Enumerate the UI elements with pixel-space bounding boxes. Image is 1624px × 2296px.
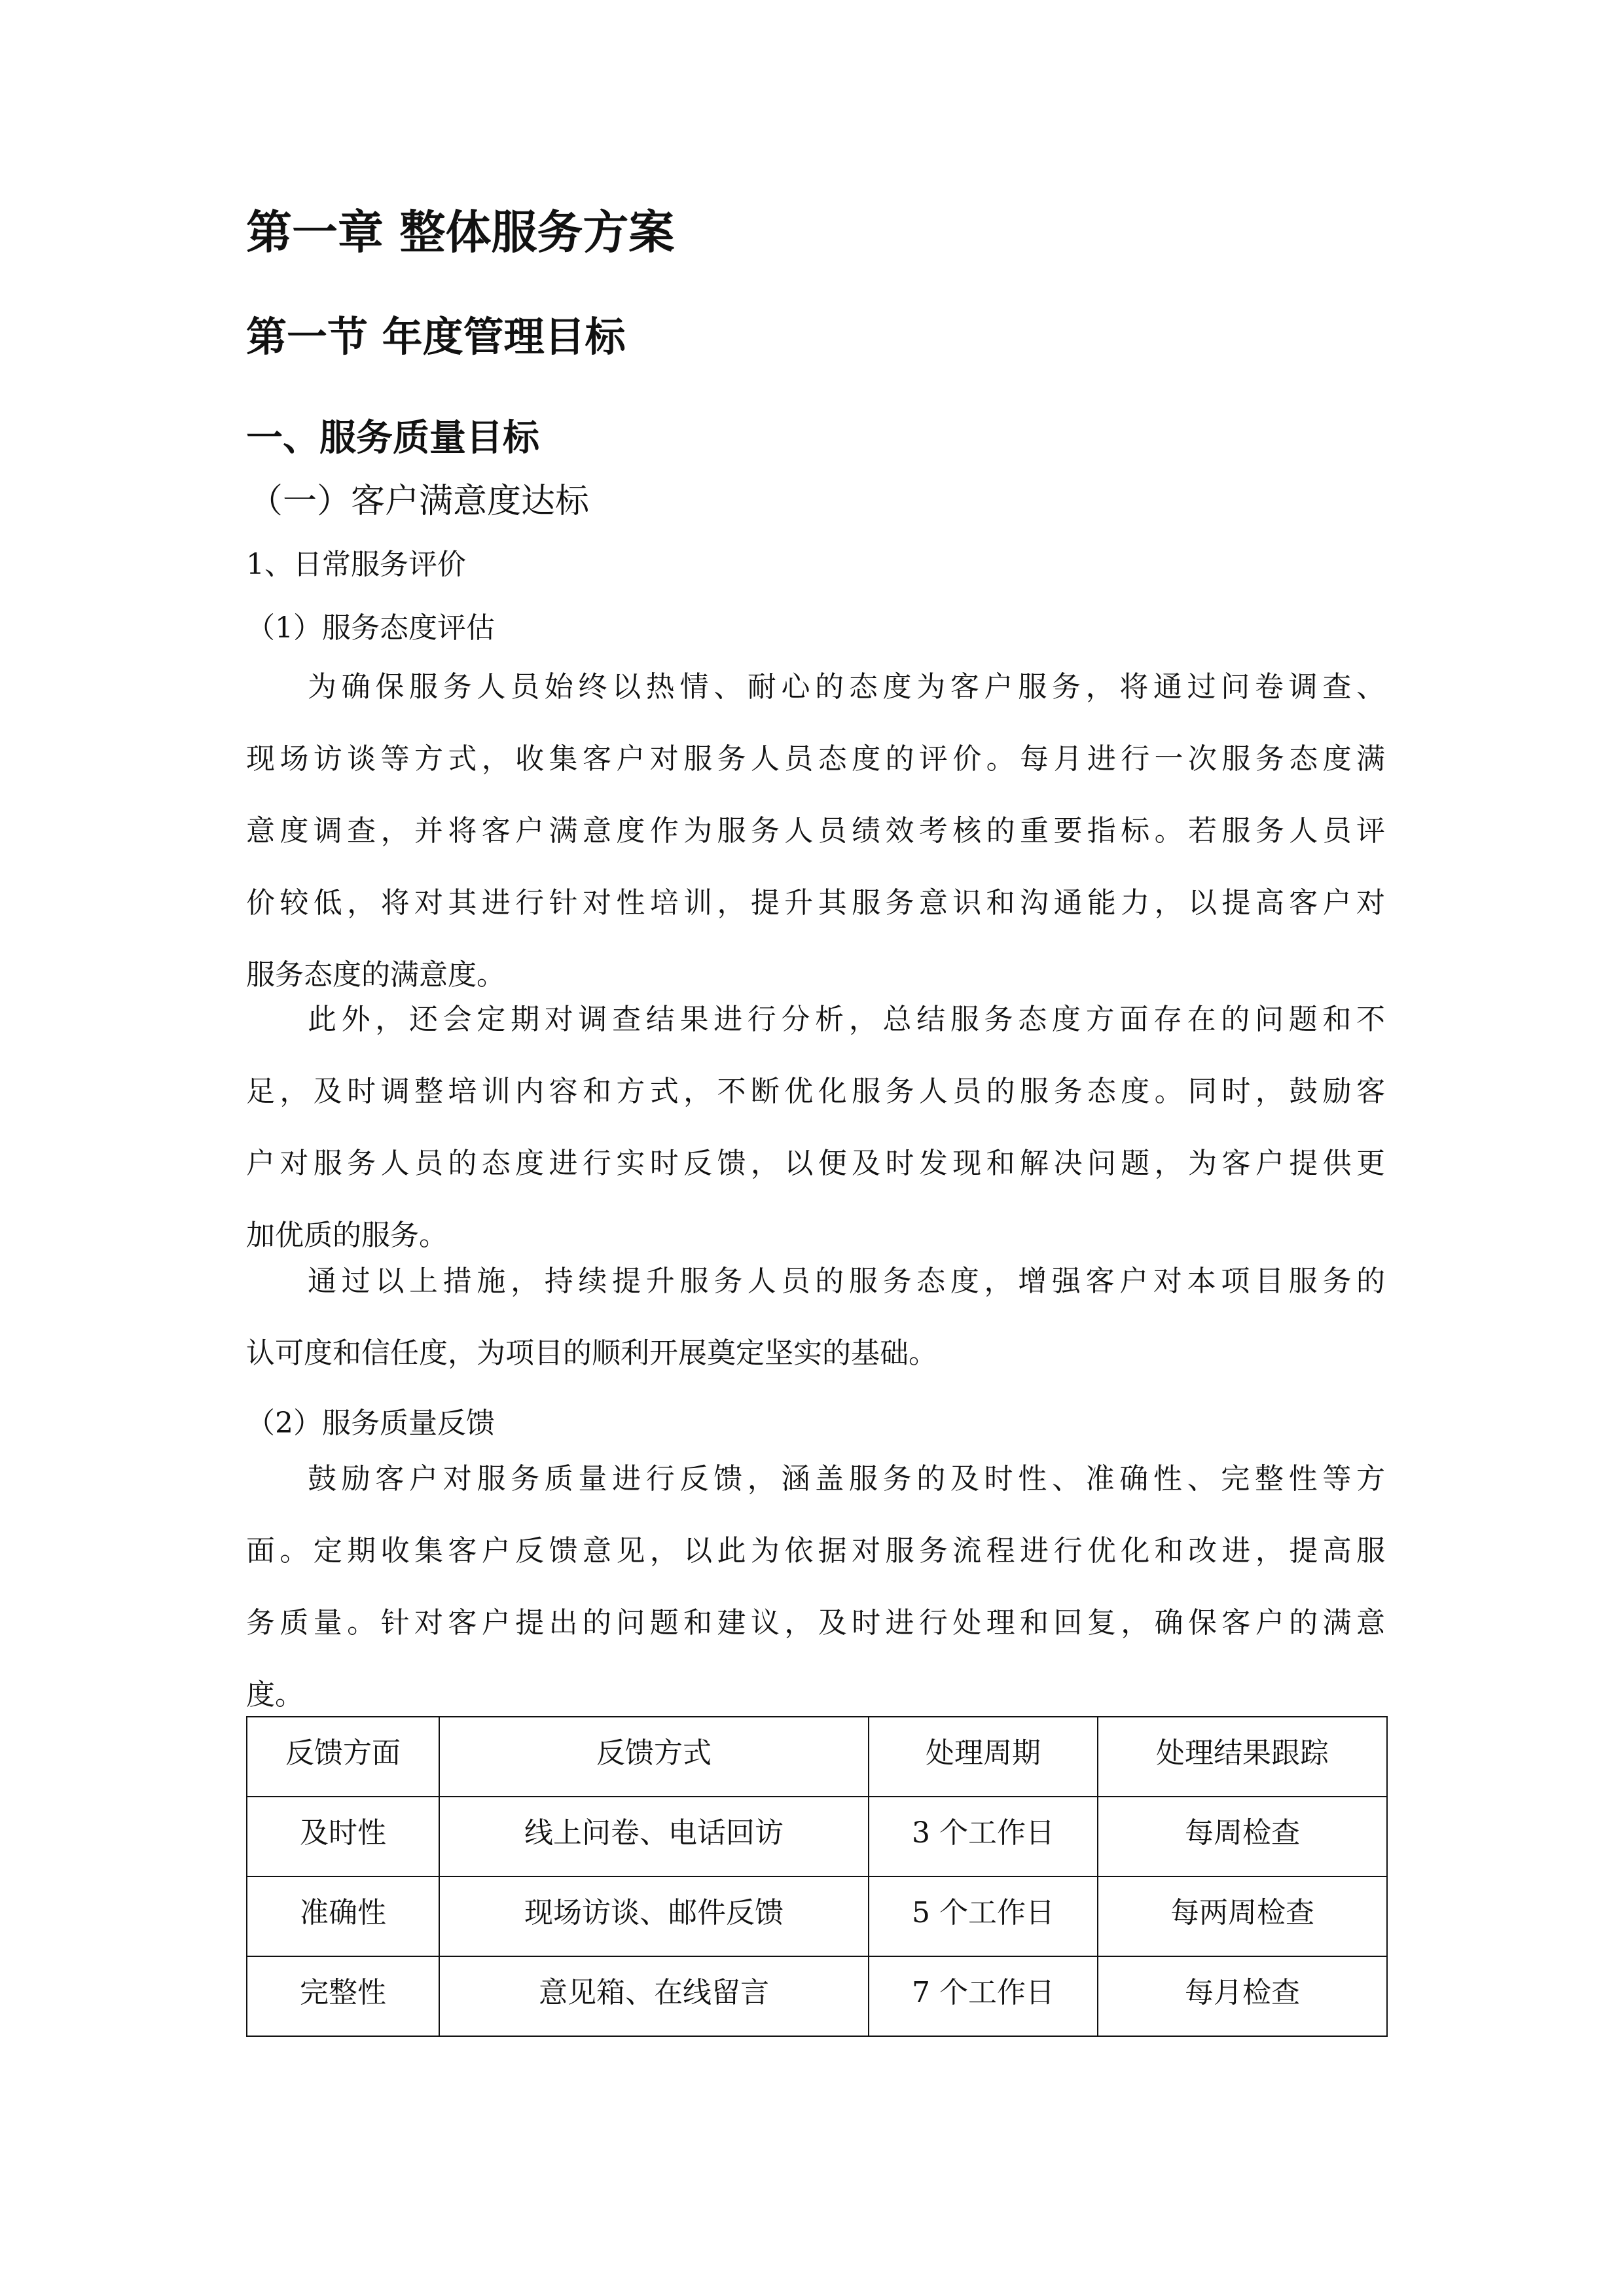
paragraph-line: 户对服务人员的态度进行实时反馈，以便及时发现和解决问题，为客户提供更	[246, 1147, 1385, 1180]
subitem-title: 1、日常服务评价	[246, 548, 466, 581]
table-cell: 意见箱、在线留言	[439, 1956, 869, 2036]
paragraph-line: 面。定期收集客户反馈意见，以此为依据对服务流程进行优化和改进，提高服	[246, 1534, 1385, 1568]
paragraph-line: 为确保服务人员始终以热情、耐心的态度为客户服务，将通过问卷调查、	[308, 670, 1385, 704]
paragraph-line: 通过以上措施，持续提升服务人员的服务态度，增强客户对本项目服务的	[308, 1265, 1385, 1298]
table-row	[247, 1797, 1387, 1876]
paragraph-line: 加优质的服务。	[246, 1219, 448, 1252]
subsection-title: 一、服务质量目标	[246, 417, 539, 459]
table-cell: 7 个工作日	[869, 1956, 1098, 2036]
paragraph-line: 鼓励客户对服务质量进行反馈，涵盖服务的及时性、准确性、完整性等方	[308, 1462, 1385, 1496]
paragraph	[246, 651, 1385, 1011]
table-header-cell: 处理结果跟踪	[1098, 1717, 1387, 1797]
paragraph-line: 认可度和信任度，为项目的顺利开展奠定坚实的基础。	[246, 1336, 937, 1370]
paragraph-line: 意度调查，并将客户满意度作为服务人员绩效考核的重要指标。若服务人员评	[246, 814, 1385, 848]
section-title: 第一节 年度管理目标	[246, 313, 626, 361]
table-header-row	[247, 1717, 1387, 1797]
table-cell: 每月检查	[1098, 1956, 1387, 2036]
table-cell: 完整性	[247, 1956, 439, 2036]
table-cell: 准确性	[247, 1876, 439, 1956]
part1-title: （1）服务态度评估	[246, 611, 495, 645]
paragraph-line: 此外，还会定期对调查结果进行分析，总结服务态度方面存在的问题和不	[308, 1003, 1385, 1036]
part2-title: （2）服务质量反馈	[246, 1407, 495, 1440]
table-header-cell: 反馈方面	[247, 1717, 439, 1797]
table-cell: 线上问卷、电话回访	[439, 1797, 869, 1876]
table-row	[247, 1876, 1387, 1956]
paragraph	[246, 984, 1385, 1272]
table-cell: 每两周检查	[1098, 1876, 1387, 1956]
item-title: （一）客户满意度达标	[249, 482, 590, 521]
table-row	[247, 1956, 1387, 2036]
paragraph-line: 现场访谈等方式，收集客户对服务人员态度的评价。每月进行一次服务态度满	[246, 742, 1385, 776]
table-cell: 每周检查	[1098, 1797, 1387, 1876]
feedback-table	[246, 1716, 1388, 2037]
paragraph-line: 务质量。针对客户提出的问题和建议，及时进行处理和回复，确保客户的满意	[246, 1606, 1385, 1640]
table-header-cell: 处理周期	[869, 1717, 1098, 1797]
table-header-cell: 反馈方式	[439, 1717, 869, 1797]
table-cell: 及时性	[247, 1797, 439, 1876]
paragraph-line: 服务态度的满意度。	[246, 958, 505, 992]
chapter-title: 第一章 整体服务方案	[246, 206, 675, 259]
paragraph-line: 足，及时调整培训内容和方式，不断优化服务人员的服务态度。同时，鼓励客	[246, 1075, 1385, 1108]
paragraph	[246, 1246, 1385, 1390]
table-cell: 5 个工作日	[869, 1876, 1098, 1956]
paragraph	[246, 1443, 1385, 1731]
table-cell: 3 个工作日	[869, 1797, 1098, 1876]
paragraph-line: 度。	[246, 1678, 304, 1712]
table-cell: 现场访谈、邮件反馈	[439, 1876, 869, 1956]
paragraph-line: 价较低，将对其进行针对性培训，提升其服务意识和沟通能力，以提高客户对	[246, 886, 1385, 920]
